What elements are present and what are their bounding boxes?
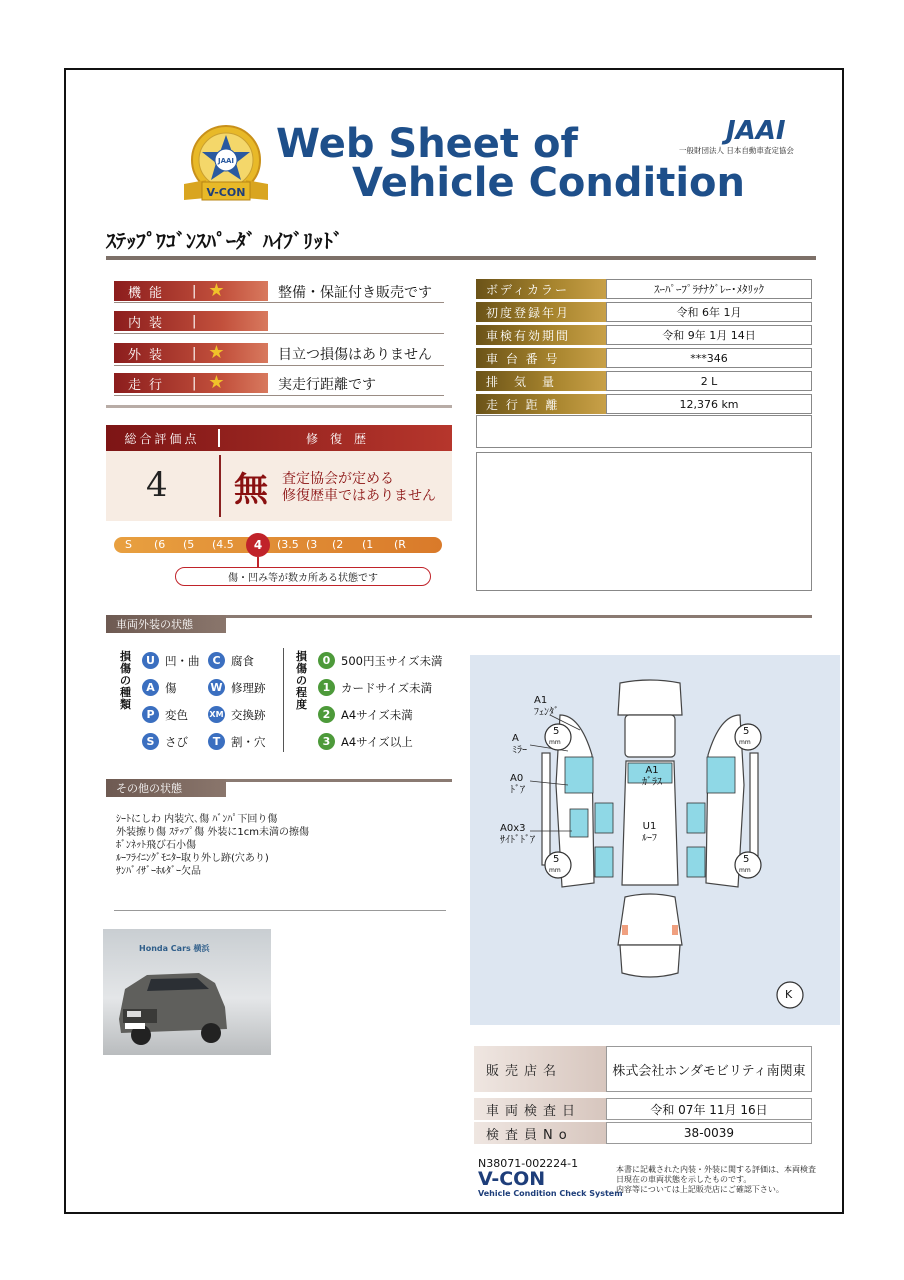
rating-item: (3.5: [277, 538, 299, 551]
badge-logo-text: JAAI: [217, 157, 235, 165]
inspection-date-value: 令和 07年 11月 16日: [606, 1098, 812, 1120]
spec-value-registration: 令和 6年 1月: [606, 302, 812, 322]
rating-item: S: [125, 538, 132, 551]
repair-mark: 無: [234, 470, 268, 510]
vcon-badge-icon: [176, 122, 276, 208]
spec-value-mileage: 12,376 km: [606, 394, 812, 414]
item-mileage-label: 走行 | ★: [114, 373, 268, 393]
item-exterior-text: 目立つ損傷はありません: [278, 347, 432, 363]
diagram-label: A1 ｶﾞﾗｽ: [642, 765, 662, 788]
tire-unit: mm: [739, 867, 751, 874]
repair-text-2: 修復歴車ではありません: [282, 488, 436, 504]
shop-value: 株式会社ホンダモビリティ南関東: [606, 1046, 812, 1092]
shop-label: 販売店名: [474, 1046, 606, 1092]
legend-A: A 傷: [142, 679, 177, 696]
tire-depth: 5: [743, 854, 750, 865]
types-label: 損傷の種類: [120, 650, 131, 711]
divider: [106, 256, 816, 260]
score-header: 総合評価点 修 復 歴: [106, 425, 452, 451]
legend-U: U 凹・曲: [142, 652, 200, 669]
legend-XM: XM 交換跡: [209, 707, 266, 722]
legend-3: 3 A4サイズ以上: [318, 733, 413, 750]
spec-value-chassis: ***346: [606, 348, 812, 368]
legend-1: 1 カードサイズ未満: [318, 679, 432, 696]
page-title-line2: Vehicle Condition: [352, 160, 746, 206]
inspector-label: 検査員No: [474, 1122, 606, 1144]
legend-T: T 割・穴: [208, 733, 266, 750]
rating-item: (5: [183, 538, 195, 551]
tire-unit: mm: [739, 739, 751, 746]
corner-mark: K: [785, 988, 793, 1001]
item-mileage-text: 実走行距離です: [278, 377, 376, 393]
legend-0: 0 500円玉サイズ未満: [318, 652, 443, 669]
photo-sign: Honda Cars 横浜: [139, 944, 210, 953]
diagram-label: A ﾐﾗｰ: [512, 733, 527, 756]
rating-pointer: [257, 557, 259, 567]
score-body: [106, 451, 452, 521]
diagram-label: U1 ﾙｰﾌ: [642, 821, 657, 844]
vehicle-name: ｽﾃｯﾌﾟﾜｺﾞﾝｽﾊﾟｰﾀﾞ ﾊｲﾌﾞﾘｯﾄﾞ: [106, 229, 343, 253]
page-title-line1: Web Sheet of: [276, 121, 578, 167]
legend-S: S さび: [142, 733, 188, 750]
comment-box: [476, 452, 812, 591]
rating-item: (6: [154, 538, 166, 551]
item-function-label: 機能 | ★: [114, 281, 268, 301]
tire-depth: 5: [553, 726, 560, 737]
car-photo-icon: [107, 949, 257, 1049]
rating-item: (2: [332, 538, 344, 551]
tire-depth: 5: [743, 726, 750, 737]
vcon-brand: V-CON: [478, 1168, 546, 1190]
rating-item: (1: [362, 538, 374, 551]
rating-item: (4.5: [212, 538, 234, 551]
spec-label-chassis: 車 台 番 号: [476, 348, 606, 368]
spec-label-displacement: 排 気 量: [476, 371, 606, 391]
separator: [114, 365, 444, 366]
separator: [114, 302, 444, 303]
score-divider: [219, 455, 221, 517]
vcon-brand-sub: Vehicle Condition Check System: [478, 1189, 623, 1198]
exterior-title: 車両外装の状態: [106, 615, 226, 633]
tire-unit: mm: [549, 867, 561, 874]
badge-text: V-CON: [206, 186, 246, 199]
other-text: ｼｰﾄにしわ 内装穴､傷 ﾊﾞﾝﾊﾟ下回り傷 外装擦り傷 ｽﾃｯﾌﾟ傷 外装に1cm未満の擦傷 ﾎﾞﾝﾈｯﾄ飛び石小傷 ﾙｰﾌﾗｲﾆﾝｸﾞﾓﾆﾀｰ取り外し跡(穴あり) ｻﾝﾊﾞｲｻﾞｰﾎﾙﾀﾞｰ欠品: [116, 814, 309, 877]
rating-item: (R: [394, 538, 406, 551]
vehicle-photo: [103, 929, 271, 1055]
legend-P: P 変色: [142, 706, 188, 723]
spec-extra-box: [476, 415, 812, 448]
star-icon: ★: [208, 342, 225, 363]
tire-depth: 5: [553, 854, 560, 865]
degree-label: 損傷の程度: [296, 650, 307, 711]
diagram-label: A0x3 ｻｲﾄﾞﾄﾞｱ: [500, 823, 535, 846]
divider: [106, 405, 452, 408]
jaai-logo: JAAI: [726, 116, 786, 146]
disclaimer: 本書に記載された内装・外装に関する評価は、本両検査日現在の車両状態を示したものです。 内容等については上記販売店にご確認下さい。: [616, 1165, 816, 1194]
legend-W: W 修理跡: [208, 679, 266, 696]
other-title: その他の状態: [106, 779, 226, 797]
item-interior-label: 内装 |: [114, 311, 268, 331]
spec-label-inspection: 車検有効期間: [476, 325, 606, 345]
rating-note: 傷・凹み等が数カ所ある状態です: [175, 567, 431, 586]
diagram-label: A0 ﾄﾞｱ: [510, 773, 525, 796]
legend-2: 2 A4サイズ未満: [318, 706, 413, 723]
spec-value-displacement: 2 L: [606, 371, 812, 391]
separator: [114, 395, 444, 396]
score-value: 4: [146, 465, 168, 505]
rating-item: (3: [306, 538, 318, 551]
inspector-value: 38-0039: [606, 1122, 812, 1144]
org-name: 一般財団法人 日本自動車査定協会: [679, 146, 794, 155]
tire-unit: mm: [549, 739, 561, 746]
repair-text-1: 査定協会が定める: [282, 471, 394, 487]
divider: [114, 910, 446, 911]
star-icon: ★: [208, 372, 225, 393]
spec-value-color: ｽｰﾊﾟｰﾌﾟﾗﾁﾅｸﾞﾚｰ･ﾒﾀﾘｯｸ: [606, 279, 812, 299]
legend-divider: [283, 648, 284, 752]
doc-number: N38071-002224-1: [478, 1157, 579, 1170]
spec-value-inspection: 令和 9年 1月 14日: [606, 325, 812, 345]
diagram-label: A1 ﾌｪﾝﾀﾞ: [534, 695, 559, 718]
star-icon: ★: [208, 280, 225, 301]
separator: [114, 333, 444, 334]
spec-label-mileage: 走 行 距 離: [476, 394, 606, 414]
spec-label-color: ボディカラー: [476, 279, 606, 299]
damage-diagram: [470, 655, 840, 1025]
legend-C: C 腐食: [208, 652, 254, 669]
item-exterior-label: 外装 | ★: [114, 343, 268, 363]
spec-label-registration: 初度登録年月: [476, 302, 606, 322]
inspection-date-label: 車両検査日: [474, 1098, 606, 1120]
rating-selected: 4: [246, 533, 270, 557]
item-function-text: 整備・保証付き販売です: [278, 285, 432, 301]
